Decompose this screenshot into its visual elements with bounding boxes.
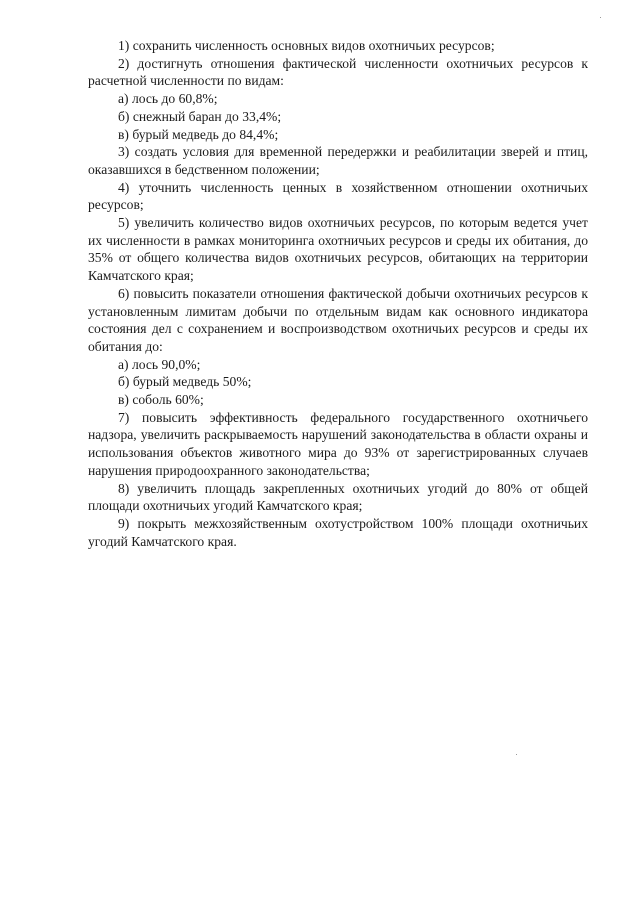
paragraph-subitem-6a: а) лось 90,0%; xyxy=(118,356,201,372)
paragraph-item-1: 1) сохранить численность основных видов охотничьих ресурсов; xyxy=(118,38,495,53)
paragraph-subitem-2c: в) бурый медведь до 84,4%; xyxy=(118,126,279,142)
scan-speck xyxy=(516,754,517,755)
paragraph-item-4: 4) уточнить численность ценных в хозяйственном отношении охотничьих ресурсов; xyxy=(88,179,588,213)
paragraph-item-6: 6) повысить показатели отношения фактической добычи охотничьих ресурсов к установленным лимитам добычи по отдельным видам как основного индикатора состояния дел с сохранением и воспроизводством охотничьих ресурсов и среды их обитания до: xyxy=(88,285,588,354)
paragraph-subitem-6b: б) бурый медведь 50%; xyxy=(118,374,252,390)
paragraph-subitem-2a: а) лось до 60,8%; xyxy=(118,91,218,107)
document-body xyxy=(88,37,588,550)
paragraph-item-3: 3) создать условия для временной передержки и реабилитации зверей и птиц, оказавшихся в бедственном положении; xyxy=(88,144,588,177)
paragraph-item-5: 5) увеличить количество видов охотничьих ресурсов, по которым ведется учет их численности в рамках мониторинга охотничьих ресурсов и среды их обитания, до 35% от общего количества видов охотничьих ресурсов, обитающих на территории Камчатского края; xyxy=(88,215,588,284)
paragraph-item-9: 9) покрыть межхозяйственным охотустройством 100% площади охотничьих угодий Камчатского края. xyxy=(88,515,588,549)
paragraph-subitem-2b: б) снежный баран до 33,4%; xyxy=(118,108,282,124)
paragraph-item-7: 7) повысить эффективность федерального государственного охотничьего надзора, увеличить раскрываемость нарушений законодательства в области охраны и использования объектов животного мира до 93% от зарегистрированных случаев нарушения природоохранного законодательства; xyxy=(88,409,588,478)
paragraph-item-2: 2) достигнуть отношения фактической численности охотничьих ресурсов к расчетной численности по видам: xyxy=(88,55,588,89)
paragraph-subitem-6c: в) соболь 60%; xyxy=(118,392,204,408)
paragraph-item-8: 8) увеличить площадь закрепленных охотничьих угодий до 80% от общей площади охотничьих угодий Камчатского края; xyxy=(88,480,588,514)
scan-speck xyxy=(600,17,601,18)
